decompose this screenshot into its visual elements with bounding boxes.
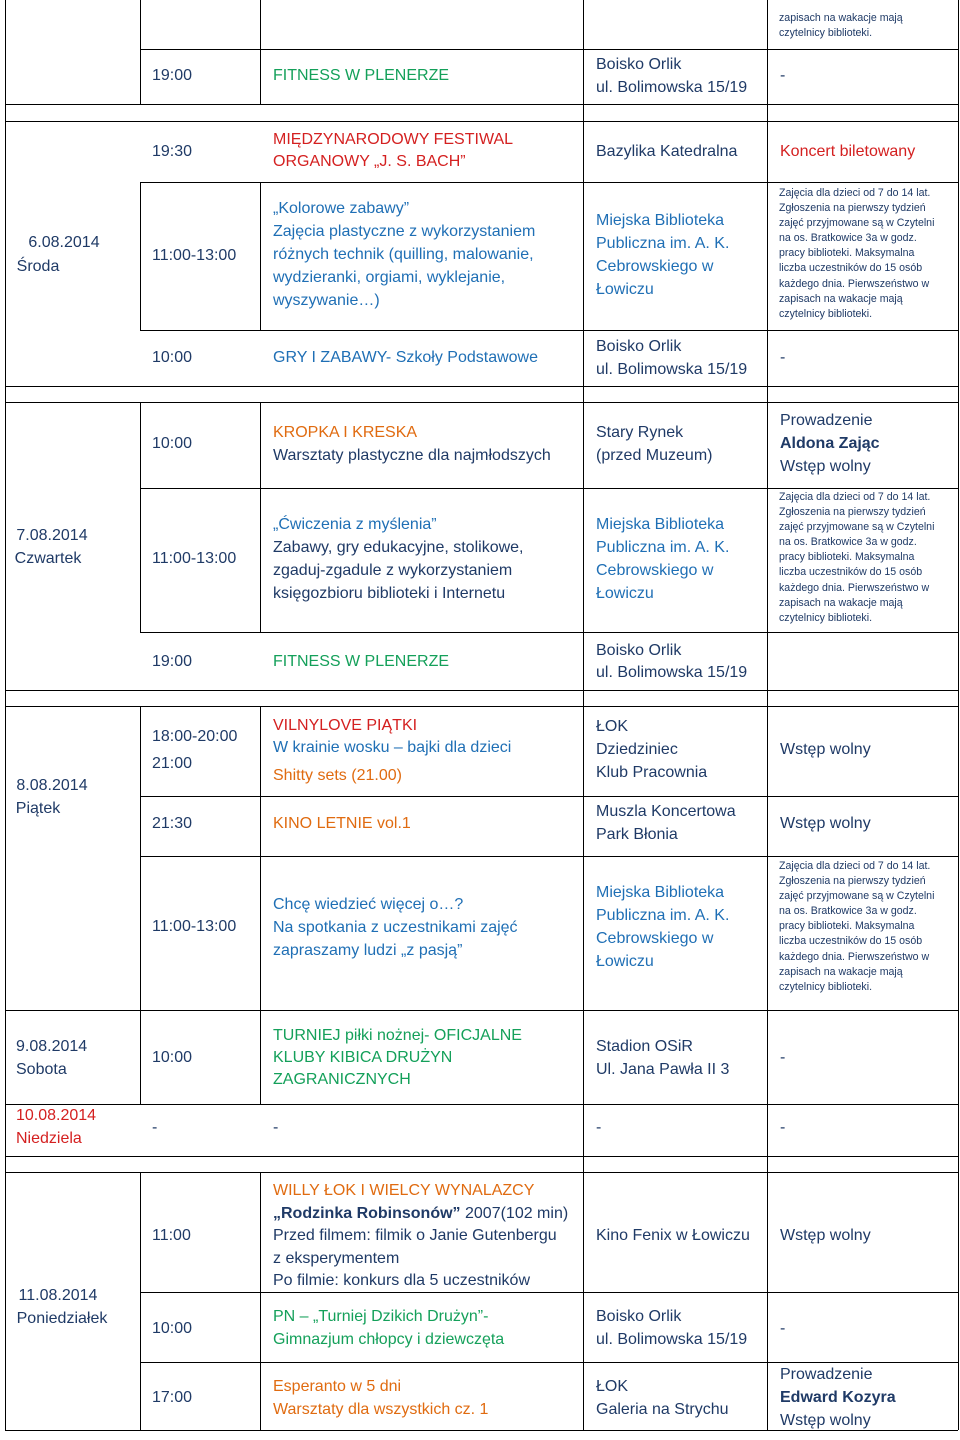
event-place: Boisko Orlik (596, 642, 682, 659)
event-title: „Kolorowe zabawy” (273, 200, 410, 217)
event-desc: Warsztaty plastyczne dla najmłodszych (273, 447, 551, 464)
event-time: 11:00-13:00 (152, 918, 237, 935)
event-place: ul. Bolimowska 15/19 (596, 664, 748, 681)
event-place: Galeria na Strychu (596, 1401, 729, 1418)
event-place: Klub Pracownia (596, 764, 708, 781)
day-label: Czwartek (14, 550, 82, 567)
event-place: Łowiczu (596, 585, 654, 602)
event-desc: Na spotkania z uczestnikami zajęć (273, 919, 518, 936)
day-label: Niedziela (16, 1130, 82, 1147)
event-info: Wstęp wolny (780, 815, 871, 832)
event-title: Esperanto w 5 dni (273, 1378, 402, 1395)
event-place: ul. Bolimowska 15/19 (596, 79, 748, 96)
event-place: Miejska Biblioteka (596, 212, 725, 229)
event-place: Stadion OSiR (596, 1038, 693, 1055)
event-place: Łowiczu (596, 953, 654, 970)
event-place: ŁOK (596, 718, 629, 735)
event-time: 17:00 (152, 1389, 193, 1406)
event-desc: Po filmie: konkurs dla 5 uczestników (273, 1272, 530, 1289)
event-time: 10:00 (152, 349, 193, 366)
event-place: Cebrowskiego w (596, 930, 714, 947)
event-info: Koncert biletowany (780, 143, 916, 160)
event-title: MIĘDZYNARODOWY FESTIWAL (273, 131, 514, 148)
event-time: 10:00 (152, 1320, 193, 1337)
event-title: KROPKA I KRESKA (273, 424, 418, 441)
event-place: Bazylika Katedralna (596, 143, 738, 160)
day-label: Poniedziałek (16, 1310, 108, 1327)
event-desc: Przed filmem: filmik o Janie Gutenbergu (273, 1227, 557, 1244)
empty-time: - (152, 1119, 158, 1136)
event-place: Ul. Jana Pawła II 3 (596, 1061, 730, 1078)
date-label: 9.08.2014 (16, 1038, 88, 1055)
table-right-border (958, 0, 959, 1430)
event-place: Dziedziniec (596, 741, 678, 758)
date-label: 7.08.2014 (16, 527, 88, 544)
event-subtitle: W krainie wosku – bajki dla dzieci (273, 739, 512, 756)
empty-title: - (273, 1119, 279, 1136)
event-place: Łowiczu (596, 281, 654, 298)
event-time: 10:00 (152, 435, 193, 452)
event-title: KLUBY KIBICA DRUŻYN (273, 1049, 453, 1066)
date-label: 8.08.2014 (16, 777, 88, 794)
event-info: Prowadzenie (780, 1366, 873, 1383)
empty-info: - (780, 1119, 786, 1136)
event-title: Gimnazjum chłopcy i dziewczęta (273, 1331, 505, 1348)
event-title: ORGANOWY „J. S. BACH” (273, 153, 466, 170)
event-desc: różnych technik (quilling, malowanie, (273, 246, 534, 263)
film-details: 2007(102 min) (460, 1205, 569, 1222)
event-info: Aldona Zając (780, 435, 880, 452)
event-desc: z eksperymentem (273, 1250, 400, 1267)
event-title: „Ćwiczenia z myślenia” (273, 516, 437, 533)
day-label: Środa (16, 258, 60, 275)
event-place: Miejska Biblioteka (596, 884, 725, 901)
event-place: Miejska Biblioteka (596, 516, 725, 533)
event-info: - (780, 1320, 786, 1337)
event-desc: wydzieranki, orgiami, wyklejanie, (273, 269, 506, 286)
event-time: 21:30 (152, 815, 193, 832)
event-time: 11:00-13:00 (152, 247, 237, 264)
event-title: ZAGRANICZNYCH (273, 1071, 411, 1088)
date-label: 10.08.2014 (16, 1107, 97, 1124)
event-time: 18:00-20:00 (152, 728, 238, 745)
film-title: „Rodzinka Robinsonów” (273, 1205, 461, 1222)
event-desc: zgaduj-zgadule z wykorzystaniem (273, 562, 513, 579)
day-label: Sobota (16, 1061, 67, 1078)
event-place: Publiczna im. A. K. (596, 235, 730, 252)
date-label: 6.08.2014 (28, 234, 100, 251)
event-desc: Zajęcia plastyczne z wykorzystaniem (273, 223, 536, 240)
event-title: FITNESS W PLENERZE (273, 653, 450, 670)
event-place: ul. Bolimowska 15/19 (596, 1331, 748, 1348)
event-info: Wstęp wolny (780, 741, 871, 758)
event-desc: zapraszamy ludzi „z pasją” (273, 942, 463, 959)
event-desc: Zabawy, gry edukacyjne, stolikowe, (273, 539, 524, 556)
event-place: Cebrowskiego w (596, 562, 714, 579)
event-place: Stary Rynek (596, 424, 684, 441)
library-note-tail-2: czytelnicy biblioteki. (779, 27, 873, 39)
event-title: GRY I ZABAWY- Szkoły Podstawowe (273, 349, 538, 366)
event-place: (przed Muzeum) (596, 447, 713, 464)
event-info: Wstęp wolny (780, 1227, 871, 1244)
event-time: 10:00 (152, 1049, 193, 1066)
event-place: Boisko Orlik (596, 56, 682, 73)
event-place: Park Błonia (596, 826, 678, 843)
event-info: Edward Kozyra (780, 1389, 896, 1406)
event-place: Boisko Orlik (596, 338, 682, 355)
table-left-border (5, 0, 6, 1430)
event-place: Muszla Koncertowa (596, 803, 736, 820)
event-extra: Shitty sets (21.00) (273, 767, 402, 784)
event-time: 19:00 (152, 653, 193, 670)
library-note-tail-1: zapisach na wakacje mają (779, 12, 903, 24)
event-info: - (780, 67, 786, 84)
event-place: ul. Bolimowska 15/19 (596, 361, 748, 378)
event-time: 19:00 (152, 67, 193, 84)
event-time: 21:00 (152, 755, 193, 772)
date-label: 11.08.2014 (18, 1287, 98, 1304)
event-place: Cebrowskiego w (596, 258, 714, 275)
event-info: Wstęp wolny (780, 1412, 871, 1429)
event-title: Chcę wiedzieć więcej o…? (273, 896, 464, 913)
event-time: 19:30 (152, 143, 193, 160)
event-title: FITNESS W PLENERZE (273, 67, 450, 84)
event-place: Boisko Orlik (596, 1308, 682, 1325)
event-time: 11:00-13:00 (152, 550, 237, 567)
event-title: KINO LETNIE vol.1 (273, 815, 411, 832)
event-place: ŁOK (596, 1378, 629, 1395)
event-info: - (780, 1049, 786, 1066)
event-info: Prowadzenie (780, 412, 873, 429)
event-title: WILLY ŁOK I WIELCY WYNALAZCY (273, 1182, 535, 1199)
event-title: Warsztaty dla wszystkich cz. 1 (273, 1401, 489, 1418)
day-label: Piątek (15, 800, 61, 817)
event-place: Kino Fenix w Łowiczu (596, 1227, 750, 1244)
event-title: TURNIEJ piłki nożnej- OFICJALNE (273, 1027, 522, 1044)
event-time: 11:00 (152, 1227, 191, 1244)
event-info: Wstęp wolny (780, 458, 871, 475)
event-desc: księgozbioru biblioteki i Internetu (273, 585, 506, 602)
event-place: Publiczna im. A. K. (596, 907, 730, 924)
event-info: - (780, 349, 786, 366)
event-title: PN – „Turniej Dzikich Drużyn”- (273, 1308, 489, 1325)
empty-place: - (596, 1119, 602, 1136)
event-title: VILNYLOVE PIĄTKI (273, 717, 418, 734)
event-film (273, 1203, 568, 1225)
event-place: Publiczna im. A. K. (596, 539, 730, 556)
event-desc: wyszywanie…) (273, 292, 380, 309)
